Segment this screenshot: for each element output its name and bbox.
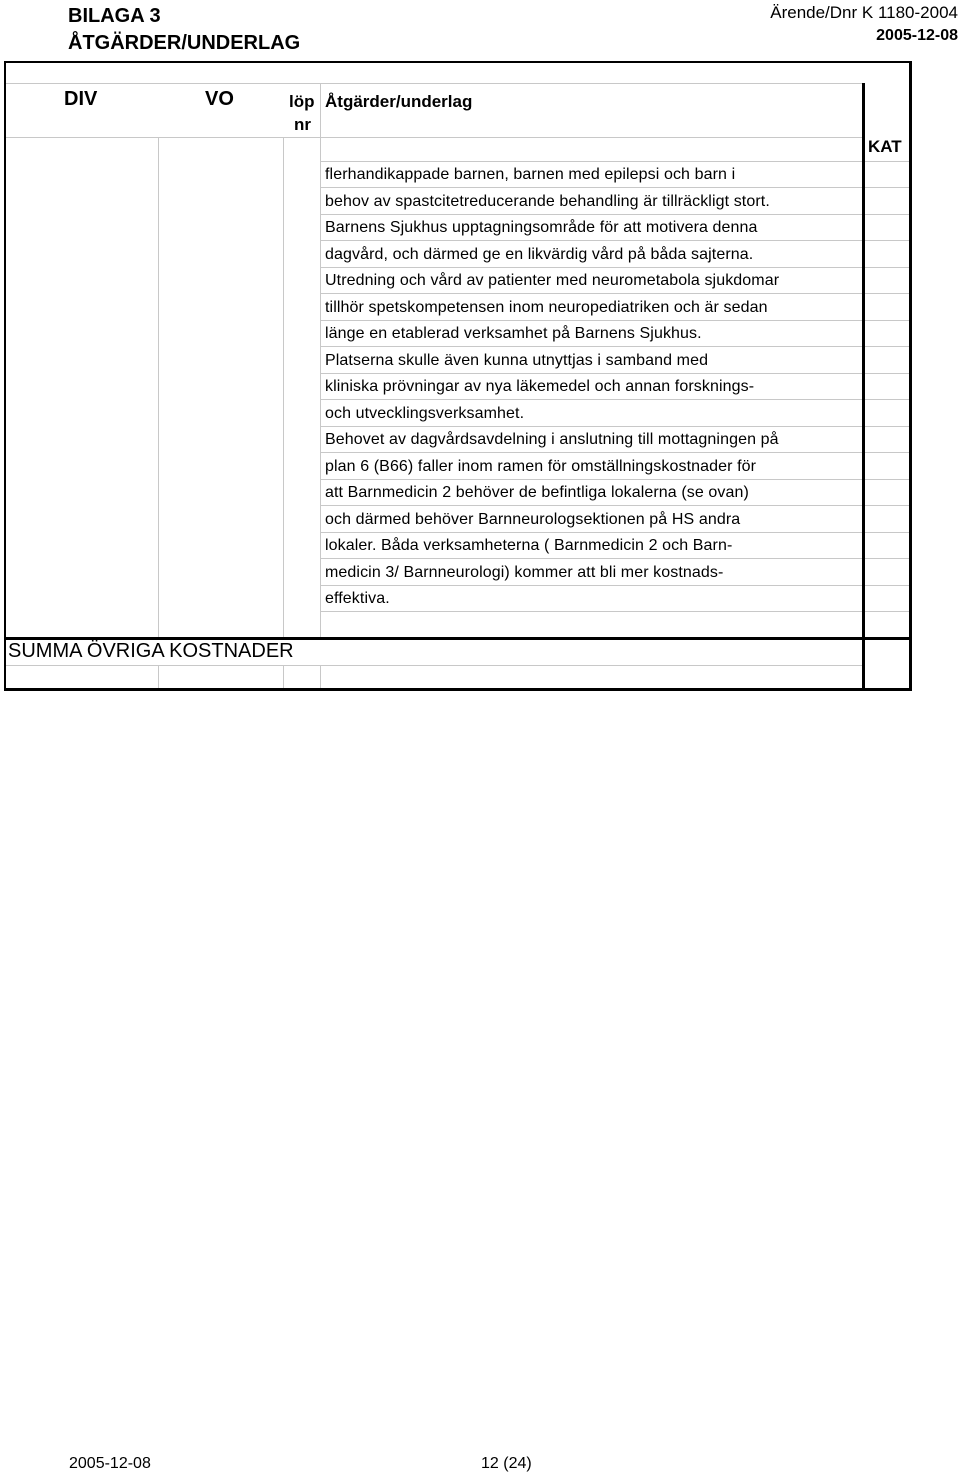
header-date: 2005-12-08 <box>876 27 958 44</box>
text-line: tillhör spetskompetensen inom neuropediatriken och är sedan <box>325 298 768 316</box>
text-line: lokaler. Båda verksamheterna ( Barnmedicin 2 och Barn- <box>325 537 733 554</box>
report-subtitle: ÅTGÄRDER/UNDERLAG <box>68 32 301 54</box>
column-header-kat: KAT <box>868 137 902 156</box>
report-title: BILAGA 3 <box>68 5 161 27</box>
text-line: medicin 3/ Barnneurologi) kommer att bli mer kostnads- <box>325 563 724 581</box>
text-line: och utvecklingsverksamhet. <box>325 404 525 422</box>
text-line: Barnens Sjukhus upptagningsområde för att motivera denna <box>325 219 758 236</box>
text-line: länge en etablerad verksamhet på Barnens Sjukhus. <box>325 325 702 342</box>
text-line: effektiva. <box>325 590 390 607</box>
text-line: och därmed behöver Barnneurologsektionen på HS andra <box>325 510 741 528</box>
text-line: kliniska prövningar av nya läkemedel och annan forsknings- <box>325 378 755 395</box>
text-line: Utredning och vård av patienter med neurometabola sjukdomar <box>325 272 780 289</box>
page-number: 12 (24) <box>481 1455 532 1472</box>
summa-label: SUMMA ÖVRIGA KOSTNADER <box>8 640 294 662</box>
column-header-atgarder: Åtgärder/underlag <box>325 92 473 111</box>
case-reference: Ärende/Dnr K 1180-2004 <box>770 3 958 22</box>
column-header-vo: VO <box>205 88 234 110</box>
text-line: Behovet av dagvårdsavdelning i anslutning till mottagningen på <box>325 431 779 448</box>
text-line: dagvård, och därmed ge en likvärdig vård på båda sajterna. <box>325 245 754 263</box>
text-line: att Barnmedicin 2 behöver de befintliga lokalerna (se ovan) <box>325 484 749 501</box>
text-line: behov av spastcitetreducerande behandling är tillräckligt stort. <box>325 192 770 210</box>
column-header-div: DIV <box>64 88 98 110</box>
text-line: plan 6 (B66) faller inom ramen för omställningskostnader för <box>325 457 757 475</box>
text-line: Platserna skulle även kunna utnyttjas i samband med <box>325 351 709 369</box>
footer-date: 2005-12-08 <box>69 1455 151 1472</box>
column-header-lop: löp <box>289 92 315 111</box>
text-line: flerhandikappade barnen, barnen med epilepsi och barn i <box>325 166 736 183</box>
column-header-nr: nr <box>294 115 311 134</box>
